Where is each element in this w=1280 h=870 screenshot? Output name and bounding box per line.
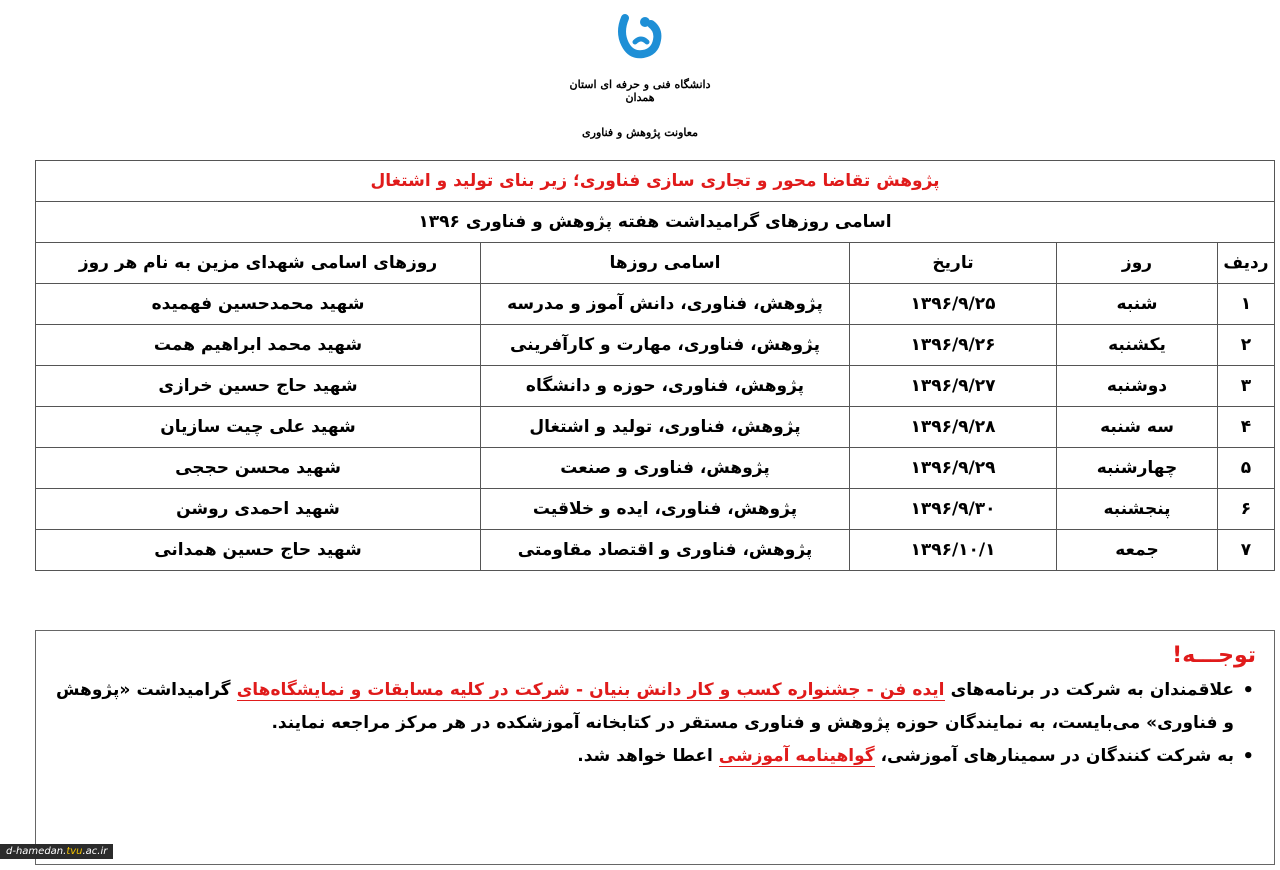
row-index: ۲ <box>1218 325 1275 366</box>
header-day: روز <box>1057 243 1218 284</box>
notice-text: گرامیداشت «پژوهش و فناوری» می‌بایست، به نمایندگان حوزه پژوهش و فناوری مستقر در کتابخانه آموزشکده در هر مرکز مراجعه نمایند. <box>56 680 1234 733</box>
row-martyr: شهید محمدحسین فهمیده <box>36 284 481 325</box>
notice-list <box>56 674 1256 773</box>
watermark-suffix: .ac.ir <box>82 846 108 857</box>
notice-text: به شرکت کنندگان در سمینارهای آموزشی، <box>874 746 1234 766</box>
row-date: ۱۳۹۶/۹/۲۹ <box>850 448 1057 489</box>
notice-title: توجـــه! <box>1172 643 1256 668</box>
site-watermark <box>0 844 113 859</box>
row-date: ۱۳۹۶/۹/۳۰ <box>850 489 1057 530</box>
row-index: ۱ <box>1218 284 1275 325</box>
row-index: ۴ <box>1218 407 1275 448</box>
university-emblem-icon <box>615 12 665 64</box>
watermark-prefix: d-hamedan. <box>6 846 67 857</box>
row-martyr: شهید احمدی روشن <box>36 489 481 530</box>
row-date: ۱۳۹۶/۹/۲۷ <box>850 366 1057 407</box>
notice-highlight: گواهینامه آموزشی <box>718 746 875 766</box>
row-day-name: پژوهش، فناوری و اقتصاد مقاومتی <box>481 530 850 571</box>
row-martyr: شهید محمد ابراهیم همت <box>36 325 481 366</box>
table-row <box>36 448 1275 489</box>
row-day-name: پژوهش، فناوری، حوزه و دانشگاه <box>481 366 850 407</box>
row-day: سه شنبه <box>1057 407 1218 448</box>
table-row <box>36 325 1275 366</box>
row-day: شنبه <box>1057 284 1218 325</box>
row-index: ۳ <box>1218 366 1275 407</box>
row-day-name: پژوهش، فناوری، تولید و اشتغال <box>481 407 850 448</box>
university-logo <box>560 12 720 142</box>
row-day: جمعه <box>1057 530 1218 571</box>
table-title: پژوهش تقاضا محور و تجاری سازی فناوری؛ زیر بنای تولید و اشتغال <box>36 161 1275 202</box>
university-name: دانشگاه فنی و حرفه ای استان همدان <box>569 78 711 104</box>
notice-text: علاقمندان به شرکت در برنامه‌های <box>944 680 1234 700</box>
row-martyr: شهید حاج حسین همدانی <box>36 530 481 571</box>
header-index: ردیف <box>1218 243 1275 284</box>
row-martyr: شهید حاج حسین خرازی <box>36 366 481 407</box>
row-day-name: پژوهش، فناوری، مهارت و کارآفرینی <box>481 325 850 366</box>
notice-highlight: ایده فن - جشنواره کسب و کار دانش بنیان - شرکت در کلیه مسابقات و نمایشگاه‌های <box>236 680 945 700</box>
table-row <box>36 530 1275 571</box>
row-day-name: پژوهش، فناوری، ایده و خلاقیت <box>481 489 850 530</box>
research-week-table <box>35 160 1275 571</box>
table-header-row <box>36 243 1275 284</box>
row-day: یکشنبه <box>1057 325 1218 366</box>
row-date: ۱۳۹۶/۹/۲۶ <box>850 325 1057 366</box>
header-martyr: روزهای اسامی شهدای مزین به نام هر روز <box>36 243 481 284</box>
row-date: ۱۳۹۶/۱۰/۱ <box>850 530 1057 571</box>
row-index: ۶ <box>1218 489 1275 530</box>
row-date: ۱۳۹۶/۹/۲۵ <box>850 284 1057 325</box>
watermark-highlight: tvu <box>66 846 83 857</box>
notice-item-events <box>56 674 1234 740</box>
table-row <box>36 284 1275 325</box>
notice-box <box>35 630 1275 865</box>
table-row <box>36 366 1275 407</box>
row-index: ۷ <box>1218 530 1275 571</box>
row-day-name: پژوهش، فناوری و صنعت <box>481 448 850 489</box>
row-index: ۵ <box>1218 448 1275 489</box>
table-row <box>36 489 1275 530</box>
header-day-name: اسامی روزها <box>481 243 850 284</box>
header-date: تاریخ <box>850 243 1057 284</box>
row-day-name: پژوهش، فناوری، دانش آموز و مدرسه <box>481 284 850 325</box>
row-day: دوشنبه <box>1057 366 1218 407</box>
row-date: ۱۳۹۶/۹/۲۸ <box>850 407 1057 448</box>
row-martyr: شهید محسن حججی <box>36 448 481 489</box>
notice-item-certificate <box>56 740 1234 773</box>
row-day: پنجشنبه <box>1057 489 1218 530</box>
row-day: چهارشنبه <box>1057 448 1218 489</box>
row-martyr: شهید علی چیت سازیان <box>36 407 481 448</box>
table-subtitle: اسامی روزهای گرامیداشت هفته پژوهش و فناوری ۱۳۹۶ <box>36 202 1275 243</box>
department-name: معاونت پژوهش و فناوری <box>582 126 698 139</box>
table-row <box>36 407 1275 448</box>
notice-text: اعطا خواهد شد. <box>577 746 719 766</box>
